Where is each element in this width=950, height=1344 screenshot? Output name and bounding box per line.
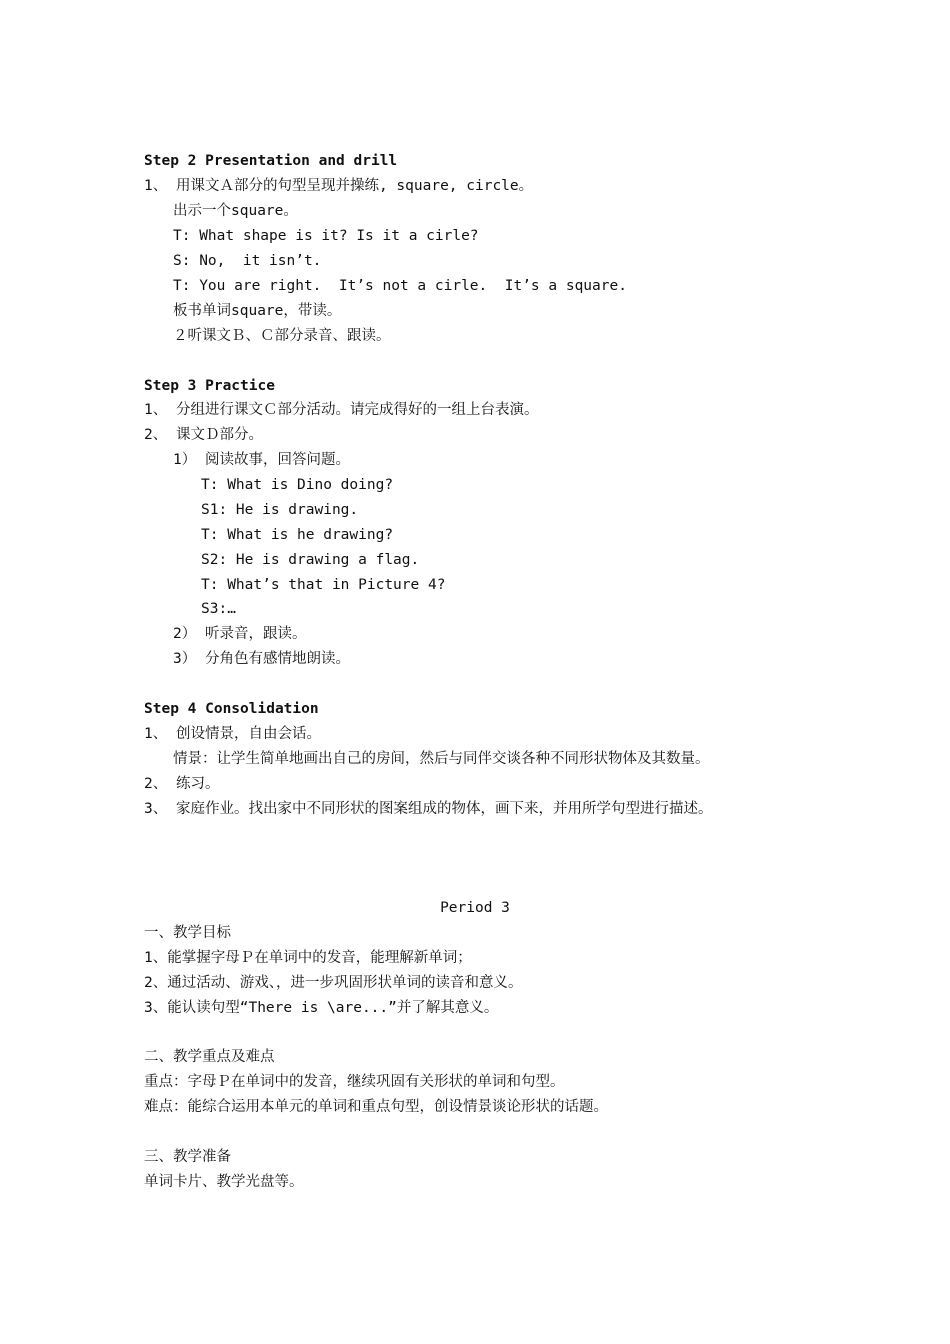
step4-item-1: 1、 创设情景，自由会话。: [144, 726, 321, 742]
step3-dialog-4: S2: He is drawing a flag.: [201, 552, 420, 568]
step3-sub-2: 2） 听录音，跟读。: [173, 626, 307, 642]
step4-heading: Step 4 Consolidation: [144, 701, 319, 717]
prep-content: 单词卡片、教学光盘等。: [144, 1174, 304, 1190]
goal-1: 1、能掌握字母Ｐ在单词中的发音，能理解新单词；: [144, 950, 472, 966]
step4-item-3: 3、 家庭作业。找出家中不同形状的图案组成的物体，画下来，并用所学句型进行描述。: [144, 801, 713, 817]
step2-heading: Step 2 Presentation and drill: [144, 153, 398, 169]
step3-sub-1: 1） 阅读故事，回答问题。: [173, 452, 350, 468]
period3-title: Period 3: [440, 900, 510, 916]
step3-dialog-6: S3:…: [201, 601, 236, 617]
prep-heading: 三、教学准备: [144, 1149, 231, 1165]
step3-dialog-2: S1: He is drawing.: [201, 502, 359, 518]
step3-dialog-1: T: What is Dino doing?: [201, 477, 394, 493]
step4-scene: 情景：让学生简单地画出自己的房间，然后与同伴交谈各种不同形状物体及其数量。: [173, 751, 710, 767]
step4-item-2: 2、 练习。: [144, 776, 220, 792]
step2-dialog-t2: T: You are right. It’s not a cirle. It’s a square.: [173, 278, 627, 294]
step2-show-line: 出示一个square。: [173, 203, 298, 219]
step2-dialog-t1: T: What shape is it? Is it a cirle?: [173, 228, 479, 244]
goal-2: 2、通过活动、游戏、，进一步巩固形状单词的读音和意义。: [144, 975, 523, 991]
step2-board-line: 板书单词square，带读。: [173, 303, 342, 319]
step3-dialog-3: T: What is he drawing?: [201, 527, 394, 543]
keypoints-heading: 二、教学重点及难点: [144, 1049, 275, 1065]
step3-dialog-5: T: What’s that in Picture 4?: [201, 577, 446, 593]
step3-item-1: 1、 分组进行课文Ｃ部分活动。请完成得好的一组上台表演。: [144, 402, 539, 418]
step3-sub-3: 3） 分角色有感情地朗读。: [173, 651, 350, 667]
step3-heading: Step 3 Practice: [144, 378, 275, 394]
step2-item-2: ２听课文Ｂ、Ｃ部分录音、跟读。: [173, 328, 391, 344]
step2-item-1: 1、 用课文Ａ部分的句型呈现并操练, square, circle。: [144, 178, 534, 194]
difficult-point: 难点：能综合运用本单元的单词和重点句型，创设情景谈论形状的话题。: [144, 1099, 608, 1115]
goal-3: 3、能认读句型“There is \are...”并了解其意义。: [144, 1000, 499, 1016]
goals-heading: 一、教学目标: [144, 925, 231, 941]
step3-item-2: 2、 课文Ｄ部分。: [144, 427, 263, 443]
key-point: 重点：字母Ｐ在单词中的发音，继续巩固有关形状的单词和句型。: [144, 1074, 565, 1090]
step2-dialog-s1: S: No, it isn’t.: [173, 253, 322, 269]
